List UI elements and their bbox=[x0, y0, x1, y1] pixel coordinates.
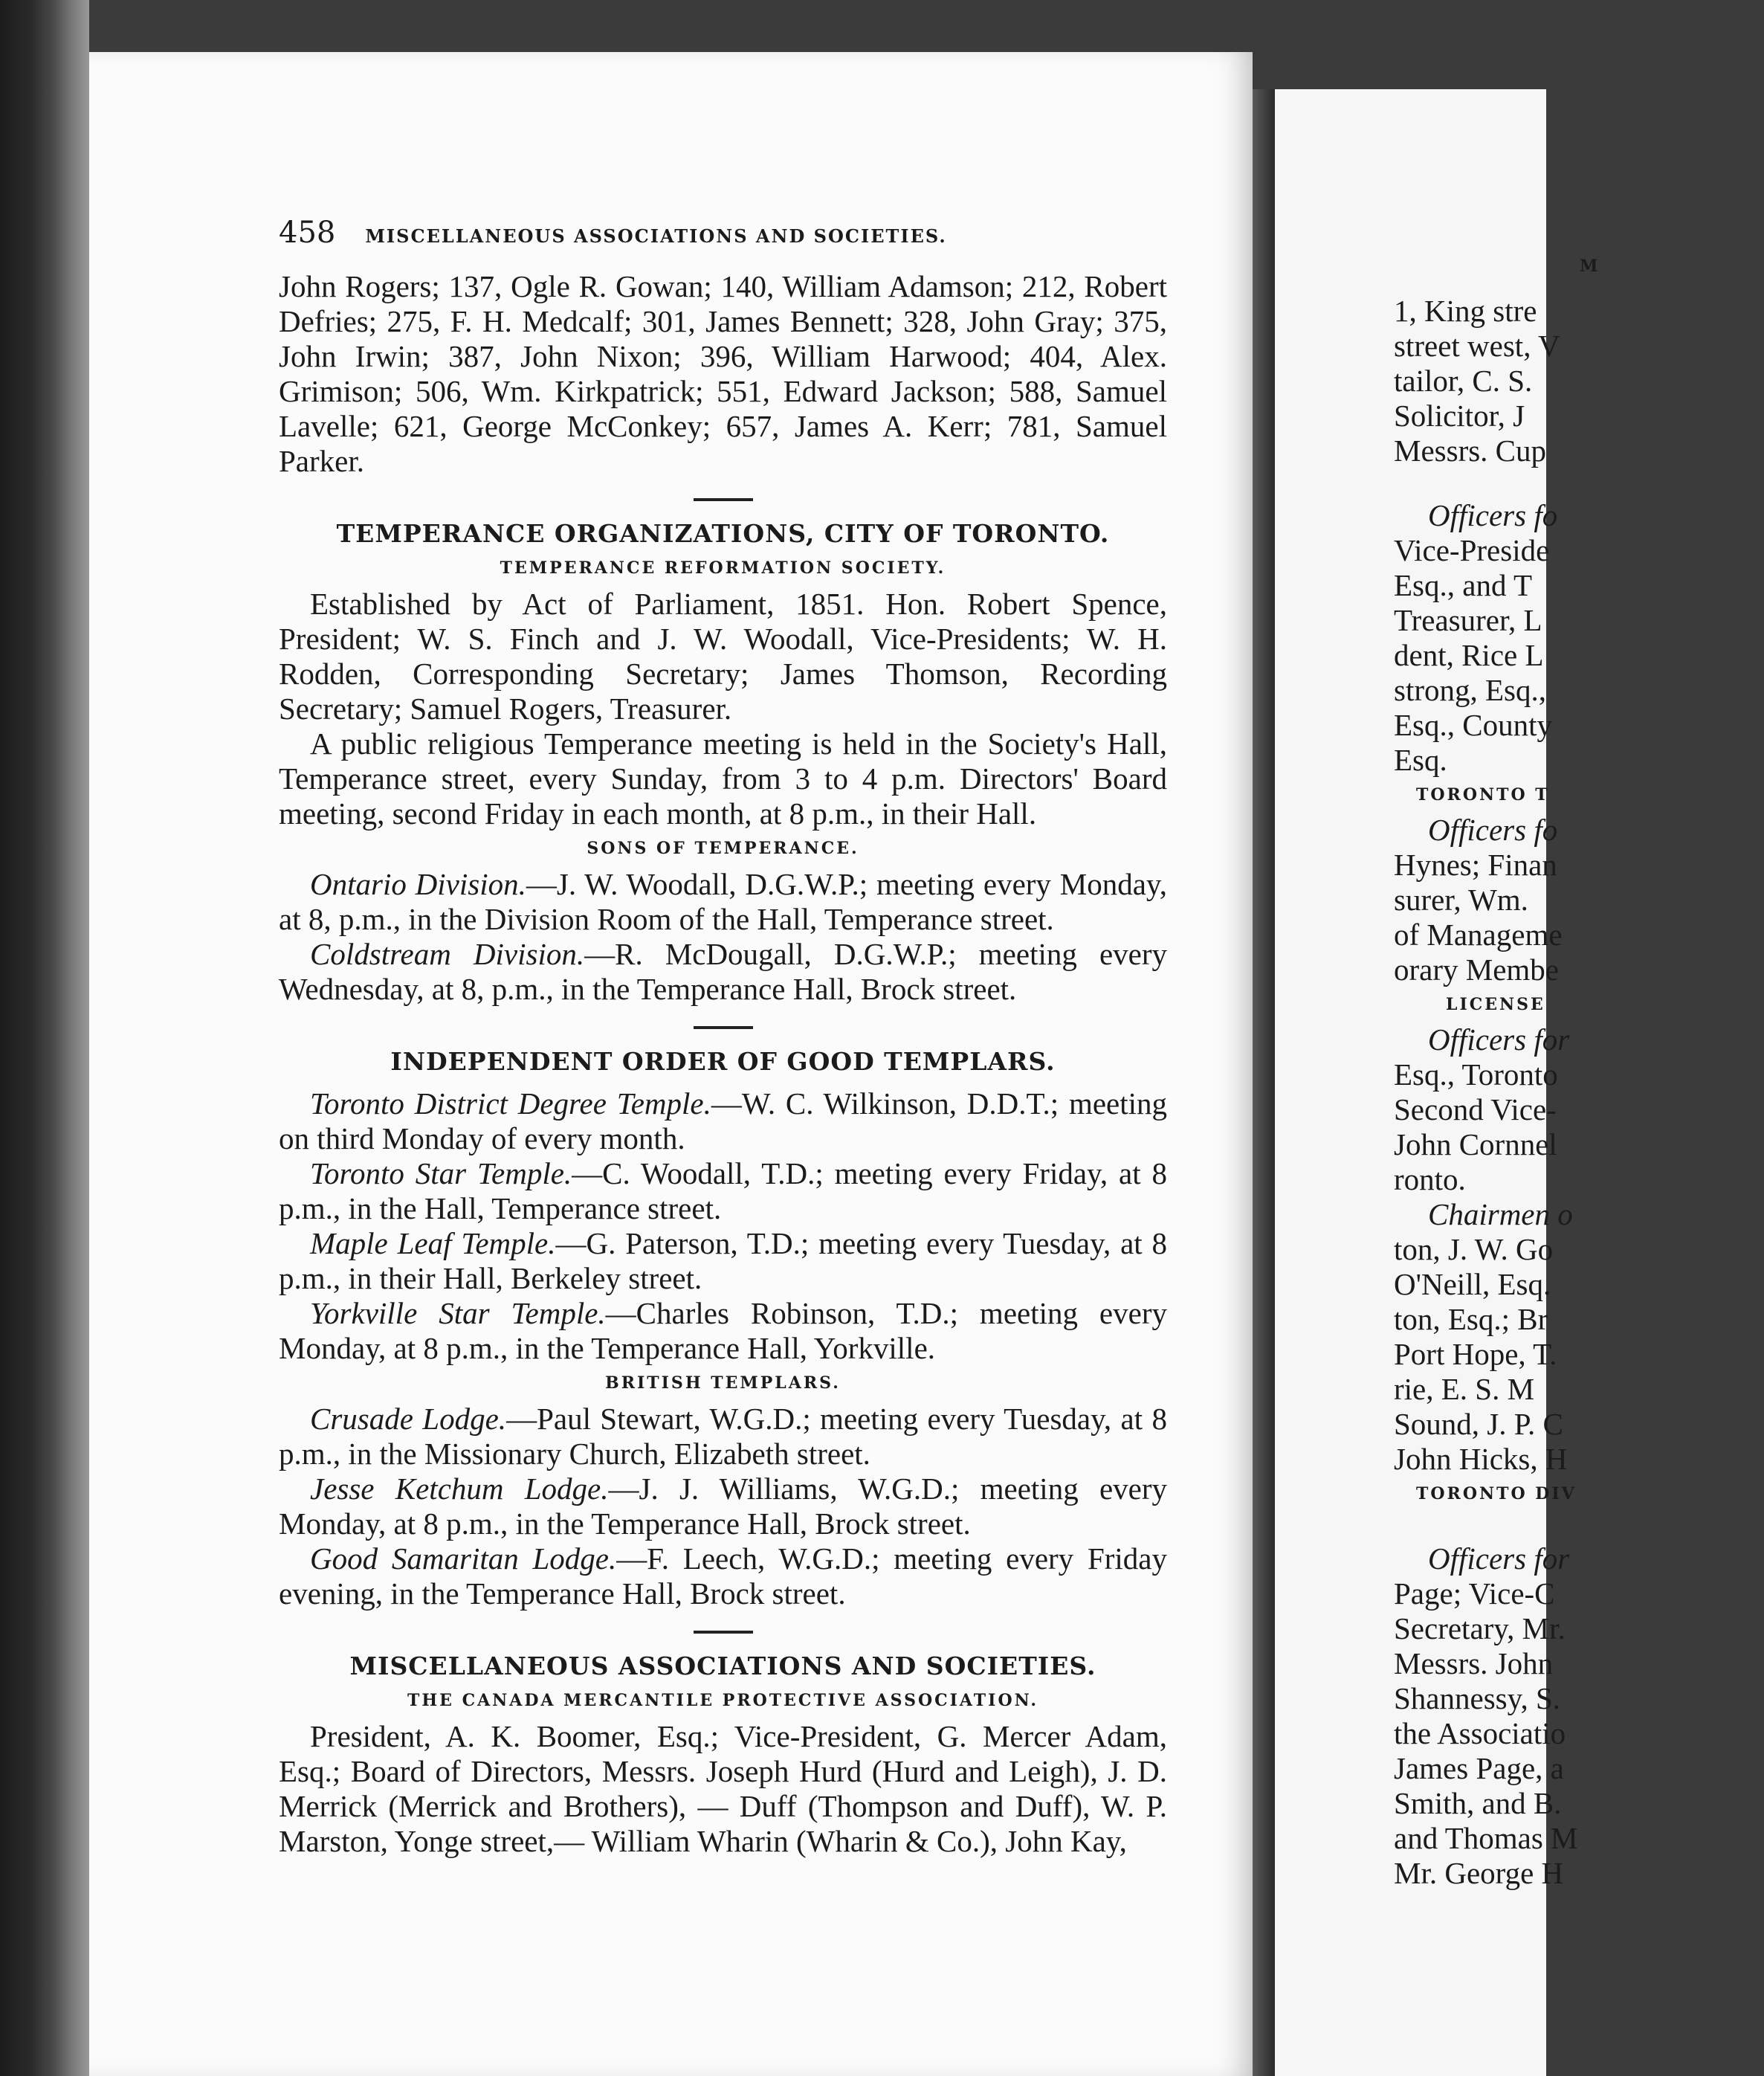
entry-text: —R. McDougall, D.G.W.P.; meeting every Wednesday, at 8, p.m., in the Temperance Hall, Brock street. bbox=[279, 937, 1167, 1006]
lodge-entry bbox=[279, 1402, 1167, 1471]
facing-page-line: Messrs. Cup bbox=[1394, 433, 1547, 468]
facing-page-line: ton, J. W. Go bbox=[1394, 1232, 1554, 1266]
templar-entry bbox=[279, 1296, 1167, 1366]
facing-page-line: strong, Esq., bbox=[1394, 673, 1546, 707]
facing-page-line: tailor, C. S. bbox=[1394, 364, 1533, 398]
facing-page-line: Mr. George H bbox=[1394, 1856, 1564, 1890]
facing-page-line: John Hicks, H bbox=[1394, 1442, 1568, 1476]
facing-page-line: of Manageme bbox=[1394, 918, 1563, 952]
book-cover-edge bbox=[0, 0, 89, 2076]
facing-page-line: Officers fo bbox=[1428, 813, 1558, 847]
entry-name: Toronto Star Temple. bbox=[310, 1156, 572, 1190]
facing-page-line: Port Hope, T. bbox=[1394, 1337, 1557, 1371]
facing-page-line: O'Neill, Esq. bbox=[1394, 1267, 1551, 1301]
templar-entry bbox=[279, 1086, 1167, 1156]
entry-text: —Charles Robinson, T.D.; meeting every Monday, at 8 p.m., in the Temperance Hall, Yorkville. bbox=[279, 1296, 1167, 1365]
entry-text: —G. Paterson, T.D.; meeting every Tuesday, at 8 p.m., in their Hall, Berkeley street. bbox=[279, 1226, 1167, 1295]
facing-page-line: Officers fo bbox=[1428, 498, 1558, 532]
facing-page-line: TORONTO DIV bbox=[1416, 1484, 1577, 1503]
temperance-heading: TEMPERANCE ORGANIZATIONS, CITY OF TORONTO. bbox=[336, 519, 1110, 548]
facing-page-line: Officers for bbox=[1428, 1022, 1570, 1057]
entry-text: —J. J. Williams, W.G.D.; meeting every Monday, at 8 p.m., in the Temperance Hall, Brock street. bbox=[279, 1471, 1167, 1541]
facing-page-line: Smith, and B. bbox=[1394, 1786, 1562, 1820]
entry-text: —J. W. Woodall, D.G.W.P.; meeting every Monday, at 8, p.m., in the Division Room of the Hall, Temperance street. bbox=[279, 867, 1167, 936]
facing-page-line: Chairmen o bbox=[1428, 1197, 1573, 1231]
facing-page-line: ton, Esq.; Br bbox=[1394, 1302, 1548, 1336]
section-rule bbox=[694, 498, 753, 501]
entry-name: Yorkville Star Temple. bbox=[310, 1296, 606, 1330]
facing-page-line: and Thomas M bbox=[1394, 1821, 1578, 1855]
facing-page-line: Shannessy, S. bbox=[1394, 1681, 1560, 1715]
lodge-entry bbox=[279, 1541, 1167, 1611]
facing-page-line: Page; Vice-C bbox=[1394, 1576, 1555, 1611]
facing-page-line: street west, V bbox=[1394, 329, 1560, 363]
entry-name: Jesse Ketchum Lodge. bbox=[310, 1471, 609, 1506]
facing-page bbox=[1275, 89, 1600, 2076]
sons-subheading: SONS OF TEMPERANCE. bbox=[587, 839, 859, 858]
section-rule bbox=[694, 1026, 753, 1029]
book-gutter bbox=[1253, 89, 1275, 2076]
entry-name: Coldstream Division. bbox=[310, 937, 585, 971]
facing-page-line bbox=[1394, 468, 1578, 498]
text-column bbox=[279, 216, 1167, 1859]
facing-page-line: John Cornnel bbox=[1394, 1127, 1557, 1161]
facing-page-line: Messrs. John bbox=[1394, 1646, 1554, 1680]
facing-page-line: Treasurer, L bbox=[1394, 603, 1542, 637]
entry-name: Ontario Division. bbox=[310, 867, 526, 901]
mercantile-paragraph: President, A. K. Boomer, Esq.; Vice-President, G. Mercer Adam, Esq.; Board of Directors, Messrs. Joseph Hurd (Hurd and Leigh), J. D. Merrick (Merrick and Brothers), — Duff (Thompson and Duff), W. P. Marston, Yonge street,— William Wharin (Wharin & Co.), John Kay, bbox=[279, 1719, 1167, 1858]
reformation-subheading: TEMPERANCE REFORMATION SOCIETY. bbox=[500, 558, 946, 578]
facing-page-line: James Page, a bbox=[1394, 1751, 1564, 1785]
facing-page-line: Secretary, Mr. bbox=[1394, 1611, 1566, 1645]
misc-heading: MISCELLANEOUS ASSOCIATIONS AND SOCIETIES. bbox=[349, 1651, 1096, 1680]
sons-entry bbox=[279, 937, 1167, 1007]
facing-page-line: Hynes; Finan bbox=[1394, 848, 1557, 882]
facing-page-line: Officers for bbox=[1428, 1541, 1570, 1576]
entry-text: —F. Leech, W.G.D.; meeting every Friday evening, in the Temperance Hall, Brock street. bbox=[279, 1541, 1167, 1611]
facing-page-line: Solicitor, J bbox=[1394, 399, 1525, 433]
facing-page-line bbox=[1394, 1512, 1578, 1541]
facing-page-line: 1, King stre bbox=[1394, 294, 1537, 328]
british-templars-subheading: BRITISH TEMPLARS. bbox=[605, 1373, 841, 1393]
facing-page-line: Second Vice- bbox=[1394, 1092, 1557, 1126]
facing-page-line: Sound, J. P. C bbox=[1394, 1407, 1563, 1441]
facing-page-line: Esq. bbox=[1394, 743, 1447, 777]
facing-page-line: dent, Rice L bbox=[1394, 638, 1544, 672]
facing-page-line: Esq., Toronto bbox=[1394, 1057, 1558, 1092]
facing-page-line: M bbox=[1580, 257, 1600, 276]
facing-page-line: ronto. bbox=[1394, 1162, 1466, 1196]
facing-page-line: orary Membe bbox=[1394, 952, 1559, 987]
mercantile-subheading: THE CANADA MERCANTILE PROTECTIVE ASSOCIATION. bbox=[407, 1691, 1038, 1710]
facing-page-line: surer, Wm. bbox=[1394, 883, 1528, 917]
entry-text: —W. C. Wilkinson, D.D.T.; meeting on third Monday of every month. bbox=[279, 1086, 1168, 1155]
templar-entry bbox=[279, 1156, 1167, 1226]
entry-name: Toronto District Degree Temple. bbox=[310, 1086, 711, 1121]
sons-entry bbox=[279, 867, 1167, 937]
reformation-paragraph-2: A public religious Temperance meeting is held in the Society's Hall, Temperance street, every Sunday, from 3 to 4 p.m. Directors' Board meeting, second Friday in each month, at 8 p.m., in their Hall. bbox=[279, 726, 1167, 831]
facing-page-line: the Associatio bbox=[1394, 1716, 1566, 1750]
templar-entry bbox=[279, 1226, 1167, 1296]
intro-paragraph: John Rogers; 137, Ogle R. Gowan; 140, William Adamson; 212, Robert Defries; 275, F. H. Medcalf; 301, James Bennett; 328, John Gray; 375, John Irwin; 387, John Nixon; 396, William Harwood; 404, Alex. Grimison; 506, Wm. Kirkpatrick; 551, Edward Jackson; 588, Samuel Lavelle; 621, George McConkey; 657, James A. Kerr; 781, Samuel Parker. bbox=[279, 269, 1167, 478]
facing-page-line: Vice-Preside bbox=[1394, 533, 1550, 567]
lodge-entry bbox=[279, 1471, 1167, 1541]
entry-name: Maple Leaf Temple. bbox=[310, 1226, 556, 1260]
entry-name: Good Samaritan Lodge. bbox=[310, 1541, 617, 1576]
entry-text: —C. Woodall, T.D.; meeting every Friday, at 8 p.m., in the Hall, Temperance street. bbox=[279, 1156, 1167, 1225]
facing-page-line: rie, E. S. M bbox=[1394, 1372, 1535, 1406]
running-head bbox=[279, 216, 1167, 269]
page-number: 458 bbox=[279, 216, 336, 250]
entry-text: —Paul Stewart, W.G.D.; meeting every Tuesday, at 8 p.m., in the Missionary Church, Elizabeth street. bbox=[279, 1402, 1167, 1471]
facing-page-line: TORONTO T bbox=[1416, 785, 1550, 805]
running-title: MISCELLANEOUS ASSOCIATIONS AND SOCIETIES. bbox=[365, 225, 947, 247]
facing-page-line: LICENSE bbox=[1446, 995, 1545, 1014]
reformation-paragraph-1: Established by Act of Parliament, 1851. Hon. Robert Spence, President; W. S. Finch and J. W. Woodall, Vice-Presidents; W. H. Rodden, Corresponding Secretary; James Thomson, Recording Secretary; Samuel Rogers, Treasurer. bbox=[279, 587, 1167, 726]
section-rule bbox=[694, 1631, 753, 1634]
facing-page-text bbox=[1394, 249, 1600, 1891]
good-templars-heading: INDEPENDENT ORDER OF GOOD TEMPLARS. bbox=[390, 1047, 1056, 1076]
facing-page-line: Esq., and T bbox=[1394, 568, 1533, 602]
facing-page-line: Esq., County bbox=[1394, 708, 1552, 742]
entry-name: Crusade Lodge. bbox=[310, 1402, 507, 1436]
